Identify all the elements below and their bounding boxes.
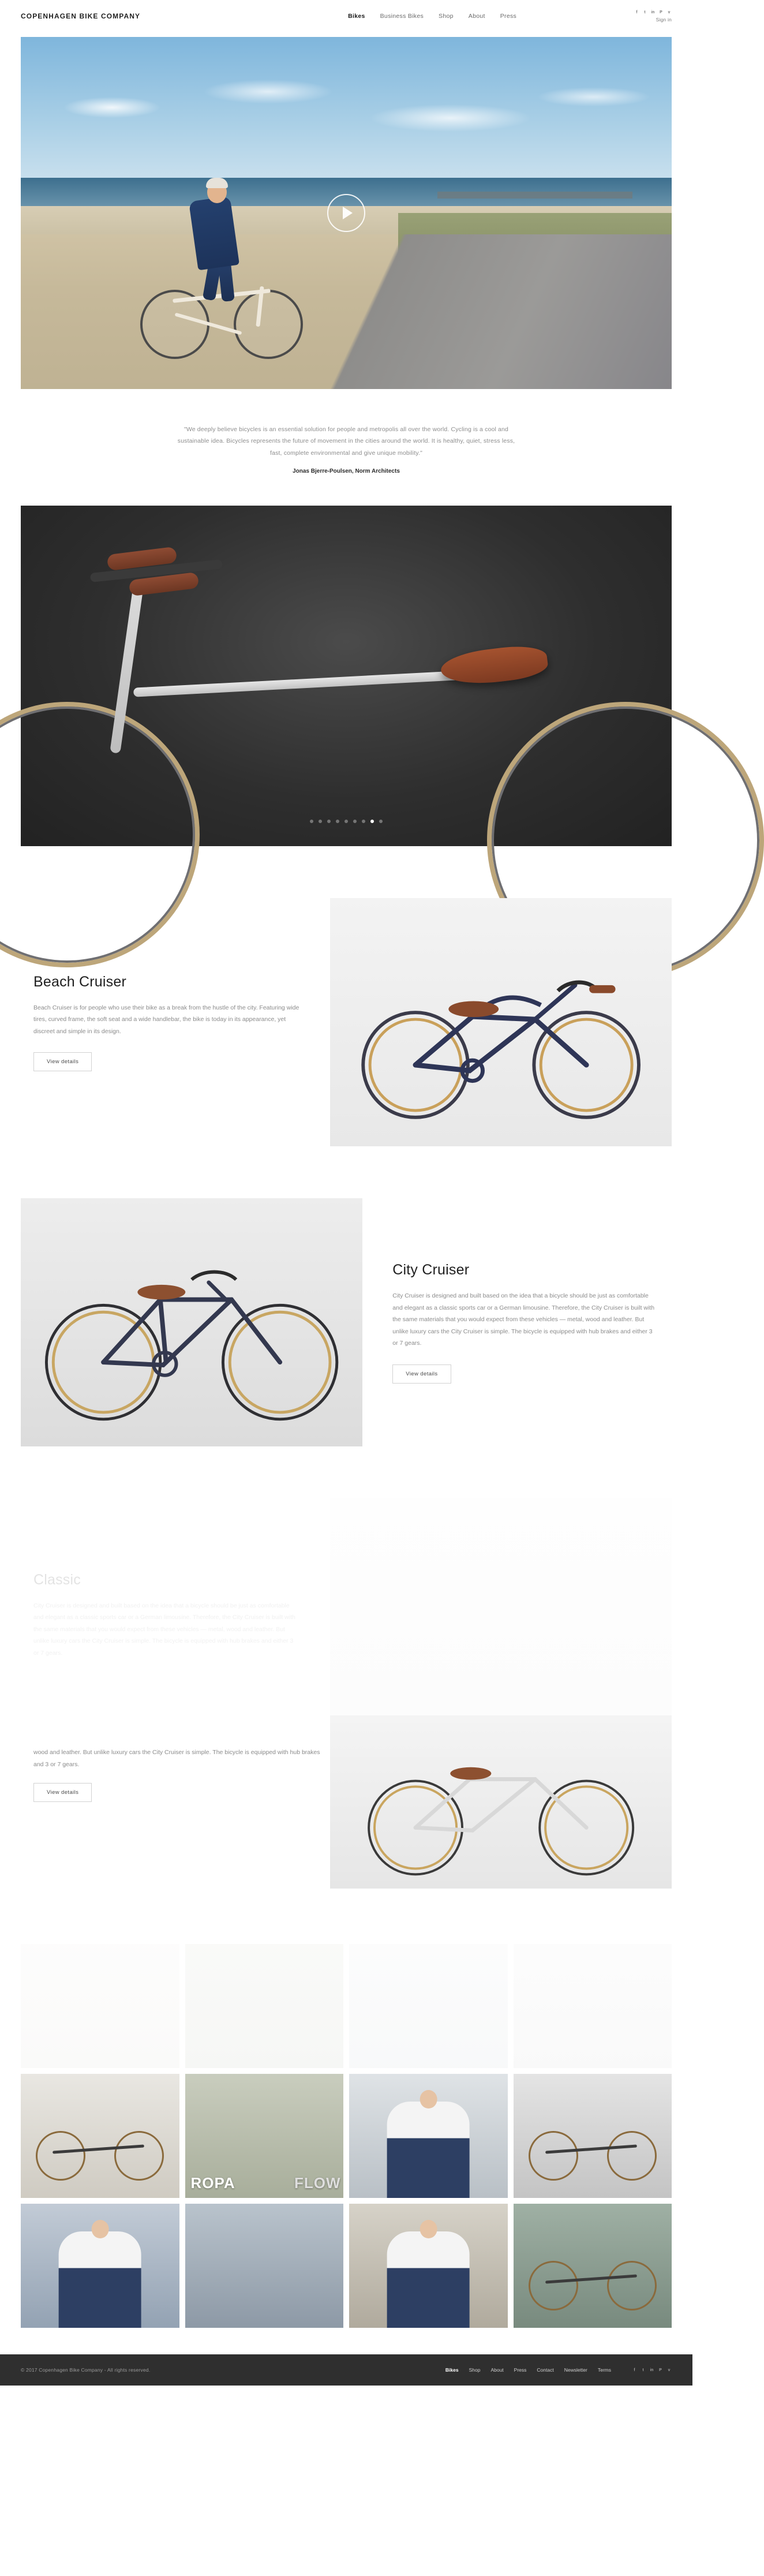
third-product-description-faded: City Cruiser is designed and built based on the idea that a bicycle should be just as comfortable and elegant as a classic sports car or a German limousine. Therefore, the City Cruiser is built with the same materials that you would expect from these vehicles — metal, wood and leather. But unlike luxury cars the City Cruiser is simple. The bicycle is equipped with hub brakes and either 3 or 7 gears.: [33, 1602, 295, 1657]
quote-text: "We deeply believe bicycles is an essential solution for people and metropolis all over the world. Cycling is a cool and sustainable idea. Bicycles represents the future of movement in the cities around the world. It is healthy, quiet, stress less, fast, complete environmental and give unique mobility.": [177, 426, 515, 457]
gallery-tile-ropa-label: ROPA: [190, 2174, 235, 2192]
vimeo-icon[interactable]: v: [668, 10, 671, 14]
tile-wheel-right-3: [607, 2261, 657, 2310]
tile-wheel-left-2: [529, 2131, 578, 2181]
footer-facebook-icon[interactable]: f: [634, 2368, 635, 2372]
gallery-tile-bike-white[interactable]: [514, 2074, 672, 2198]
third-product-view-details-button[interactable]: View details: [33, 1783, 92, 1802]
beach-cruiser-view-details-button[interactable]: View details: [33, 1052, 92, 1071]
product-third-faded: [21, 1498, 672, 1747]
gallery-tile-faded-1[interactable]: [21, 1944, 179, 2068]
site-footer: [0, 2354, 692, 2386]
quote-author: Jonas Bjerre-Poulsen, Norm Architects: [293, 468, 400, 475]
facebook-icon[interactable]: f: [636, 10, 638, 14]
gallery-tile-faded-2[interactable]: [185, 1944, 344, 2068]
tile-wheel-left-3: [529, 2261, 578, 2310]
hero-hair: [206, 178, 228, 188]
tile-bike-graphic-2: [523, 2111, 662, 2181]
third-product-illustration: [330, 1715, 672, 1889]
third-spacer: [21, 1797, 313, 1807]
header-social-links: [634, 10, 672, 15]
city-cruiser-title: City Cruiser: [392, 1262, 470, 1278]
slider-dot-6[interactable]: [353, 820, 357, 823]
play-icon[interactable]: [327, 194, 365, 232]
product-city-cruiser: [21, 1198, 672, 1446]
hero-clouds: [21, 65, 672, 171]
tile-rider-1-head: [91, 2220, 108, 2238]
tile-person-graphic: [387, 2102, 470, 2199]
footer-link-press[interactable]: Press: [514, 2367, 527, 2373]
site-header: [0, 0, 692, 32]
gallery-tile-faded-4[interactable]: [514, 1944, 672, 2068]
gallery-tile-flow-label: FLOW: [294, 2174, 341, 2192]
third-product-image: [330, 1715, 672, 1889]
footer-social-links: [632, 2368, 672, 2373]
gallery-tile-street-scene[interactable]: [185, 2204, 344, 2328]
beach-cruiser-illustration: [330, 898, 672, 1146]
gallery-tile-rider-1[interactable]: [21, 2204, 179, 2328]
hero-suit: [189, 196, 239, 270]
brand-logo[interactable]: COPENHAGEN BIKE COMPANY: [21, 12, 141, 20]
slider-pagination[interactable]: [310, 820, 383, 823]
gallery-tile-faded-3[interactable]: [349, 1944, 508, 2068]
slider-dot-4[interactable]: [336, 820, 339, 823]
city-cruiser-view-details-button[interactable]: View details: [392, 1364, 451, 1384]
hero-cyclist: [138, 171, 305, 361]
footer-navigation: [445, 2367, 672, 2373]
gallery-tile-bike-studio[interactable]: [21, 2074, 179, 2198]
footer-link-about[interactable]: About: [490, 2367, 504, 2373]
twitter-icon[interactable]: t: [644, 10, 646, 14]
tile-rider-2-figure: [387, 2231, 470, 2328]
quote-section: [0, 389, 692, 506]
tile-person-head: [420, 2090, 437, 2108]
tile-bike-graphic-3: [523, 2241, 662, 2310]
product-third-image-row: [21, 1715, 672, 1889]
photo-gallery: [21, 1944, 672, 2328]
footer-twitter-icon[interactable]: t: [642, 2368, 644, 2372]
footer-pinterest-icon[interactable]: P: [659, 2368, 662, 2372]
hero-video-banner[interactable]: [21, 37, 672, 389]
footer-link-contact[interactable]: Contact: [537, 2367, 554, 2373]
linkedin-icon[interactable]: in: [651, 10, 655, 14]
tile-rider-1-figure: [59, 2231, 141, 2328]
footer-copyright: © 2017 Copenhagen Bike Company - All rights reserved.: [21, 2367, 151, 2373]
city-cruiser-illustration: [21, 1198, 362, 1446]
third-product-image-faded: [330, 1498, 672, 1747]
footer-link-shop[interactable]: Shop: [469, 2367, 481, 2373]
footer-vimeo-icon[interactable]: v: [668, 2368, 671, 2372]
slider-dot-3[interactable]: [327, 820, 331, 823]
city-cruiser-copy: [380, 1262, 672, 1383]
hero-road: [294, 234, 672, 389]
beach-cruiser-title: Beach Cruiser: [33, 973, 126, 990]
slider-top-tube: [133, 670, 480, 697]
nav-item-business-bikes[interactable]: Business Bikes: [380, 13, 424, 20]
nav-item-about[interactable]: About: [468, 13, 485, 20]
hero-pier: [437, 192, 632, 199]
third-product-tail-text: wood and leather. But unlike luxury cars the City Cruiser is simple. The bicycle is equipped with hub brakes and 3 or 7 gears.: [33, 1749, 320, 1768]
play-triangle: [343, 207, 353, 219]
beach-cruiser-description: Beach Cruiser is for people who use their bike as a break from the hustle of the city. Featuring wide tires, curved frame, the soft seat and a wide handlebar, the bike is today in its appearance, yet discreet and simple in its design.: [33, 1004, 299, 1035]
footer-link-terms[interactable]: Terms: [597, 2367, 611, 2373]
nav-item-bikes[interactable]: Bikes: [348, 13, 365, 20]
tile-bike-graphic: [30, 2111, 170, 2181]
pinterest-icon[interactable]: P: [660, 10, 662, 14]
sign-in-link[interactable]: Sign in: [656, 17, 672, 23]
gallery-tile-street-bike[interactable]: [294, 2074, 508, 2198]
slider-leather-saddle: [439, 642, 549, 689]
third-product-title: Classic: [33, 1571, 81, 1588]
tile-rider-2-head: [420, 2220, 437, 2238]
slider-dot-5[interactable]: [344, 820, 348, 823]
beach-cruiser-image: [330, 898, 672, 1146]
city-cruiser-description: City Cruiser is designed and built based on the idea that a bicycle should be just as comfortable and elegant as a classic sports car or a German limousine. Therefore, the City Cruiser is built with the same materials that you would expect from these vehicles — metal, wood and leather. But unlike luxury cars the City Cruiser is simple. The bicycle is equipped with hub brakes and either 3 or 7 gears.: [392, 1292, 655, 1347]
tile-wheel-right: [114, 2131, 164, 2181]
hero-front-wheel: [234, 290, 303, 359]
footer-linkedin-icon[interactable]: in: [650, 2368, 654, 2372]
footer-link-bikes[interactable]: Bikes: [445, 2367, 459, 2373]
tile-wheel-right-2: [607, 2131, 657, 2181]
slider-dot-7[interactable]: [362, 820, 365, 823]
footer-link-newsletter[interactable]: Newsletter: [564, 2367, 587, 2373]
slider-dot-9[interactable]: [379, 820, 383, 823]
slider-dot-2[interactable]: [319, 820, 322, 823]
tile-wheel-left: [36, 2131, 85, 2181]
bike-detail-slider[interactable]: [21, 506, 672, 846]
main-navigation: [348, 13, 516, 20]
header-utilities: [634, 10, 672, 23]
nav-item-shop[interactable]: Shop: [439, 13, 454, 20]
nav-item-press[interactable]: Press: [500, 13, 517, 20]
gallery-tile-rider-3[interactable]: [514, 2204, 672, 2328]
beach-cruiser-copy: [21, 974, 313, 1071]
gallery-tile-rider-2[interactable]: [349, 2204, 508, 2328]
city-cruiser-image: [21, 1198, 362, 1446]
slider-dot-1[interactable]: [310, 820, 313, 823]
third-product-copy-faded: [21, 1572, 313, 1674]
slider-dot-8[interactable]: [370, 820, 374, 823]
